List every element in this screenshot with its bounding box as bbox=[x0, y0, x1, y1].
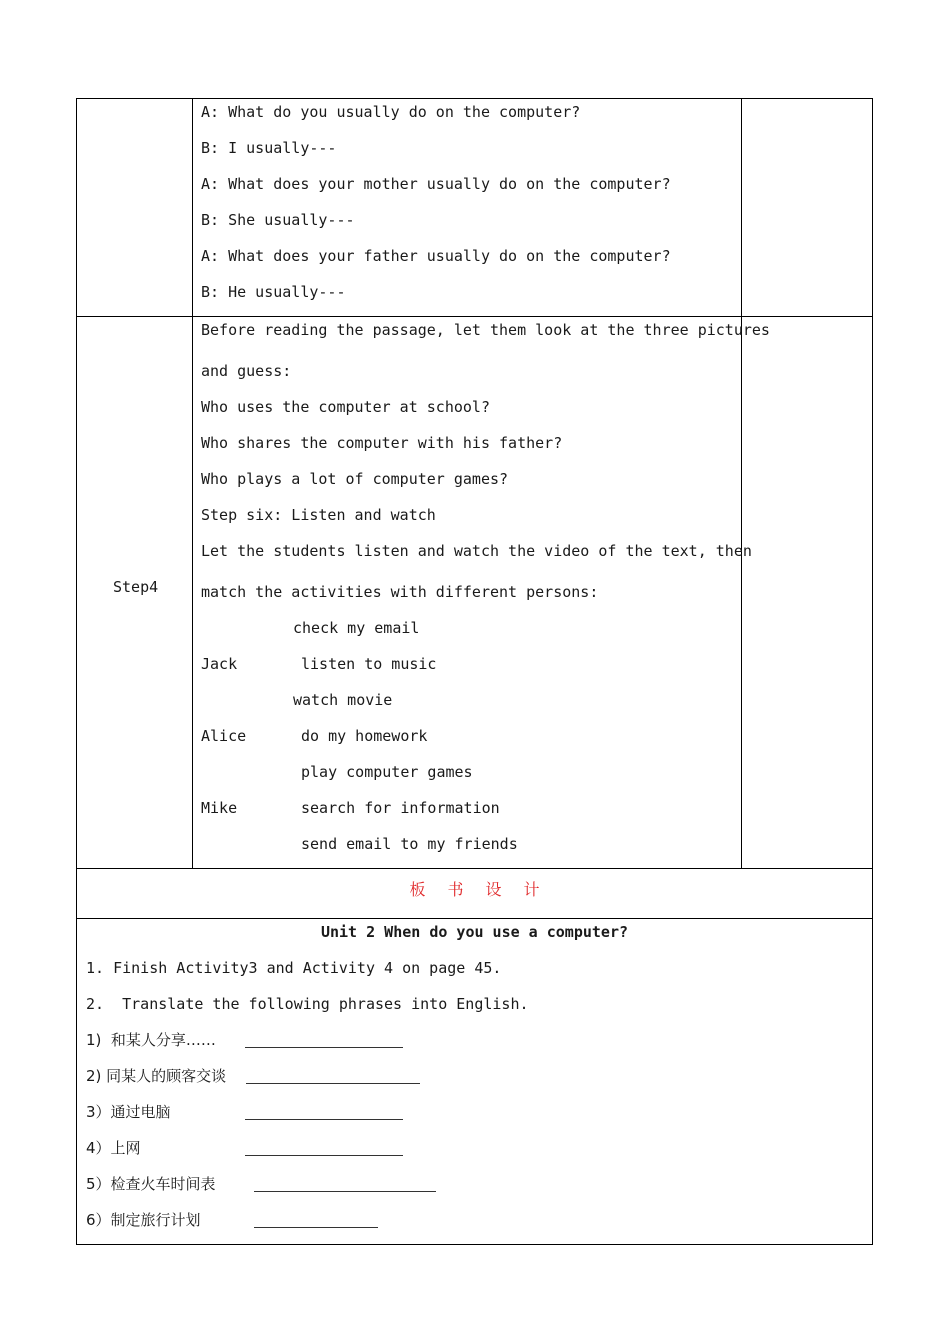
step-six-heading: Step six: Listen and watch bbox=[201, 506, 436, 524]
activity-item: check my email bbox=[293, 619, 420, 637]
activity-item: listen to music bbox=[301, 655, 437, 673]
answer-blank[interactable] bbox=[245, 1155, 403, 1156]
board-char: 计 bbox=[523, 880, 540, 899]
unit-title: Unit 2 When do you use a computer? bbox=[320, 923, 629, 941]
step-intro: and guess: bbox=[201, 362, 292, 380]
instruction-line: Let the students listen and watch the video of the text, then bbox=[201, 542, 752, 560]
column-divider-left bbox=[192, 99, 193, 868]
board-char: 设 bbox=[485, 880, 502, 899]
dialog-line: B: I usually--- bbox=[201, 139, 337, 157]
answer-blank[interactable] bbox=[245, 1119, 403, 1120]
phrase-item: 6）制定旅行计划 bbox=[86, 1211, 201, 1229]
dialog-line: A: What does your mother usually do on the computer? bbox=[201, 175, 671, 193]
phrase-item: 3）通过电脑 bbox=[86, 1103, 171, 1121]
dialog-line: A: What does your father usually do on the computer? bbox=[201, 247, 671, 265]
person-name: Alice bbox=[201, 727, 247, 745]
answer-blank[interactable] bbox=[254, 1191, 436, 1192]
phrase-item: 2) 同某人的顾客交谈 bbox=[86, 1067, 227, 1085]
column-divider-right bbox=[741, 99, 742, 868]
answer-blank[interactable] bbox=[245, 1047, 403, 1048]
answer-blank[interactable] bbox=[246, 1083, 420, 1084]
person-name: Jack bbox=[201, 655, 238, 673]
homework-task: 1. Finish Activity3 and Activity 4 on page 45. bbox=[86, 959, 502, 977]
dialog-line: B: She usually--- bbox=[201, 211, 355, 229]
board-char: 书 bbox=[447, 880, 464, 899]
phrase-item: 1) 和某人分享…… bbox=[86, 1031, 216, 1049]
activity-item: play computer games bbox=[301, 763, 473, 781]
instruction-line: match the activities with different persons: bbox=[201, 583, 599, 601]
answer-blank[interactable] bbox=[254, 1227, 378, 1228]
activity-item: search for information bbox=[301, 799, 500, 817]
dialog-line: A: What do you usually do on the computer? bbox=[201, 103, 581, 121]
step-intro: Before reading the passage, let them look at the three pictures bbox=[201, 321, 770, 339]
activity-item: send email to my friends bbox=[301, 835, 518, 853]
phrase-item: 4）上网 bbox=[86, 1139, 141, 1157]
phrase-item: 5）检查火车时间表 bbox=[86, 1175, 216, 1193]
board-char: 板 bbox=[409, 880, 426, 899]
question-line: Who uses the computer at school? bbox=[201, 398, 490, 416]
board-design-title bbox=[76, 877, 873, 900]
question-line: Who shares the computer with his father? bbox=[201, 434, 563, 452]
homework-task: 2. Translate the following phrases into English. bbox=[86, 995, 529, 1013]
activity-item: do my homework bbox=[301, 727, 428, 745]
person-name: Mike bbox=[201, 799, 238, 817]
activity-item: watch movie bbox=[293, 691, 393, 709]
step-label: Step4 bbox=[113, 578, 159, 596]
dialog-line: B: He usually--- bbox=[201, 283, 346, 301]
row-divider bbox=[76, 316, 873, 317]
question-line: Who plays a lot of computer games? bbox=[201, 470, 509, 488]
